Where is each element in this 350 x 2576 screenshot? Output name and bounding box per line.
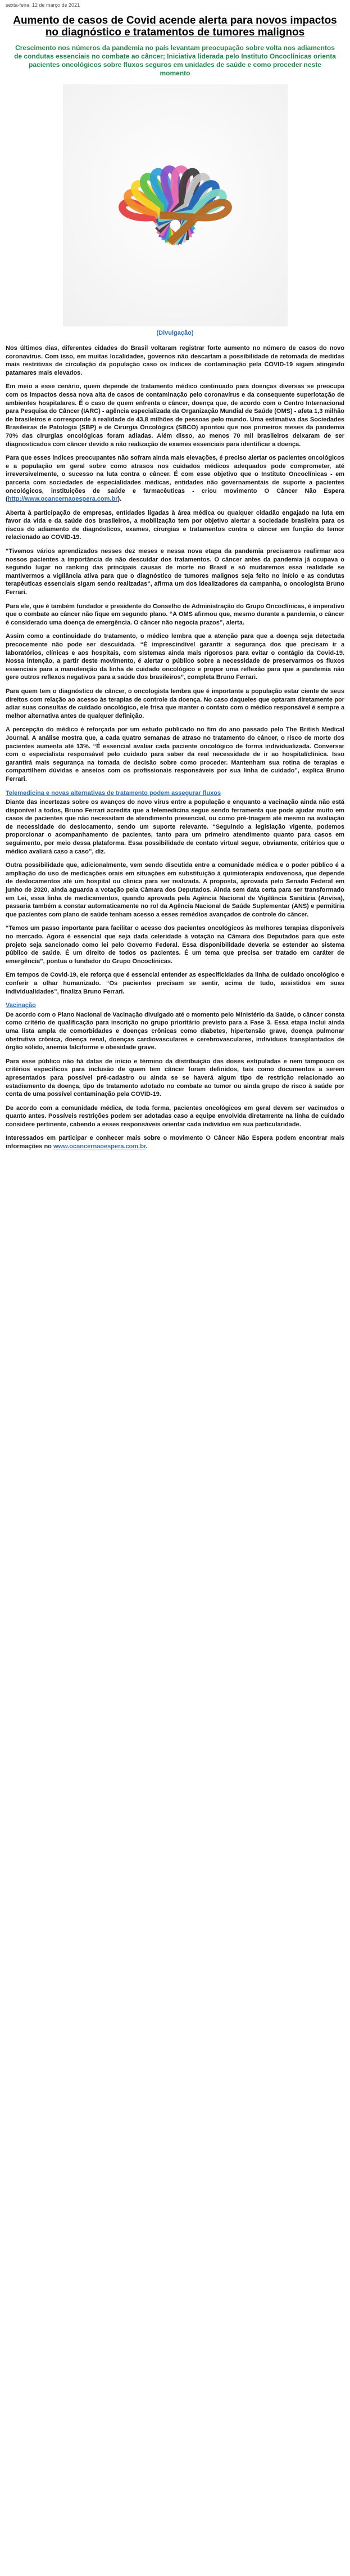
paragraph-quote-learnings: “Tivemos vários aprendizados nesses dez meses e nessa nova etapa da pandemia precisamos reafirmar aos nossos pacientes a importância de não descuidar dos tratamentos. O câncer antes da pandemia já ocupava o segundo lugar no ranking das principais causas de morte no Brasil e só mudaremos essa realidade se mantivermos a vigilância ativa para que o diagnóstico de tumores malignos seja feito no início e as condutas terapêuticas essenciais sigam sendo realizadas”, afirma um dos idealizadores da campanha, o oncologista Bruno Ferrari.: [6, 548, 344, 596]
section-title-vaccination: Vacinação: [6, 1002, 36, 1009]
paragraph-campaign: [6, 454, 344, 503]
paragraph-humanized-care: Em tempos de Covid-19, ele reforça que é essencial entender as especificidades da linha de cuidado oncológico e conferir a olhar humanizado. “Os pacientes precisam se sentir, acima de tudo, assistidos em suas individualidades”, finaliza Bruno Ferrari.: [6, 972, 344, 995]
paragraph-campaign-tail: ).: [117, 496, 122, 503]
article-page: [0, 0, 350, 1151]
paragraph-access-quote: “Temos um passo importante para facilitar o acesso dos pacientes oncológicos às melhores terapias disponíveis no mercado. Agora é essencial que seja dada celeridade à votação na Câmara dos Deputados para que este projeto seja sancionado como lei pelo Governo Federal. Essa disponibilidade deveria se estender ao sistema público de saúde. É um direito de todos os pacientes. É um tema que precisa ser tratado em caráter de emergência”, pontua o fundador do Grupo Oncoclínicas.: [6, 925, 344, 965]
awareness-ribbons-image: [63, 84, 288, 326]
photo-caption: (Divulgação): [156, 330, 194, 336]
section-title-telemedicine: Telemedicina e novas alternativas de tratamento podem assegurar fluxos: [6, 789, 221, 797]
campaign-link[interactable]: http://www.ocancernaoespera.com.br: [7, 496, 118, 503]
paragraph-patient-rights: Para quem tem o diagnóstico de câncer, o oncologista lembra que é importante a população estar ciente de seus direitos com relação ao acesso às terapias de controle da doença. No caso daqueles que optaram diretamente por adiar suas consultas de cuidado oncológico, ele frisa que manter o contato com o médico responsável é sempre a melhor alternativa antes de qualquer definição.: [6, 687, 344, 720]
paragraph-vaccination-dates: Para esse público não há datas de início e término da distribuição das doses estipuladas e nem tampouco os critérios específicos para inclusão de quem tem câncer foram definidos, tais como documentos a serem apresentados para possível pré-cadastro ou ainda se se haverá algum tipo de restrição relacionado ao estadiamento da doença, tipo de tratamento adotado no combate ao tumor ou ainda grupo de risco à saúde por conta de uma possível contaminação pela COVID-19.: [6, 1058, 344, 1098]
paragraph-vaccination-guidance: De acordo com a comunidade médica, de toda forma, pacientes oncológicos em geral devem ser vacinados o quanto antes. Possíveis restrições podem ser adotadas caso a equipe envolvida diretamente na linha de cuidado considere pertinente, cabendo a esses responsáveis orientar cada indivíduo em sua particularidade.: [6, 1104, 344, 1128]
paragraph-early-detection: Assim como a continuidade do tratamento, o médico lembra que a atenção para que a doença seja detectada precocemente não pode ser descuidada. “É imprescindível garantir a segurança dos que precisam ir a laboratórios, clínicas e aos hospitais, com sistemas ainda mais rigorosos para evitar o contágio da Covid-19. Nossa intenção, a partir deste movimento, é alertar o público sobre a necessidade de preservarmos os fluxos essenciais para a manutenção da linha de cuidado oncológico e propor uma reflexão para que a pandemia não gere outros reflexos negativos para a saúde dos brasileiros”, completa Bruno Ferrari.: [6, 633, 344, 681]
closing-text: Interessados em participar e conhecer mais sobre o movimento O Câncer Não Espera podem encontrar mais informações no: [6, 1135, 344, 1150]
article-date: sexta-feira, 12 de março de 2021: [6, 2, 80, 8]
paragraph-mobilization: Aberta à participação de empresas, entidades ligadas à área médica ou qualquer cidadão engajado na luta em favor da vida e da saúde dos brasileiros, a mobilização tem por objetivo alertar a sociedade brasileira para os riscos do adiamento de diagnósticos, exames, cirurgias e tratamentos contra o câncer em função do temor relacionado ao COVID-19.: [6, 509, 344, 541]
article-subtitle: Crescimento nos números da pandemia no país levantam preocupação sobre volta nos adiamentos de condutas essenciais no combate ao câncer; Iniciativa liderada pelo Instituto Oncoclínicas orienta pacientes oncológicos sobre fluxos seguros em unidades de saúde e como proceder neste momento: [14, 44, 336, 77]
paragraph-campaign-text: Para que esses índices preocupantes não sofram ainda mais elevações, é preciso alertar os pacientes oncológicos e a população em geral sobre como atrasos nos cuidados médicos adequados pode comprometer, até irreversivelmente, o sucesso na luta contra o câncer. É com esse objetivo que o Instituto Oncoclínicas - em parceria com sociedades de especialidades médicas, entidades não governamentais de suporte a pacientes oncológicos, instituições de saúde e farmacêuticas - criou movimento O Câncer Não Espera (: [6, 455, 344, 503]
article-photo: [63, 84, 288, 326]
paragraph-intro: Nos últimos dias, diferentes cidades do Brasil voltaram registrar forte aumento no número de casos do novo coronavírus. Com isso, em muitas localidades, governos não descartam a possibilidade de retomada de medidas mais restritivas de circulação da população caso os índices de contaminação pela COVID-19 sigam atingindo patamares mais elevados.: [6, 345, 344, 376]
closing-link[interactable]: www.ocancernaoespera.com.br: [53, 1143, 146, 1150]
paragraph-closing: [6, 1134, 344, 1150]
paragraph-founder: Para ele, que é também fundador e presidente do Conselho de Administração do Grupo Oncoclínicas, é imperativo que o combate ao câncer não fique em segundo plano. “A OMS afirmou que, mesmo durante a pandemia, o câncer é considerado uma doença de emergência. O câncer não negocia prazos”, alerta.: [6, 603, 344, 626]
paragraph-bmj-study: A percepção do médico é reforçada por um estudo publicado no fim do ano passado pelo The British Medical Journal. A análise mostra que, a cada quatro semanas de atraso no tratamento do câncer, o risco de morte dos pacientes aumenta até 13%. “É essencial avaliar cada paciente oncológico de forma individualizada. Conversar com o especialista responsável pelo cuidado para saber da real necessidade de ir ao hospital/clínica. Isso garantirá mais segurança na tomada de decisão sobre como proceder. Mantenham sua rotina de terapias e compartilhem dúvidas e anseios com os profissionais responsáveis por sua linha de cuidado”, explica Bruno Ferrari.: [6, 726, 344, 783]
paragraph-telemedicine: Diante das incertezas sobre os avanços do novo vírus entre a população e enquanto a vacinação ainda não está disponível a todos, Bruno Ferrari acredita que a telemedicina segue sendo ferramenta que pode ajudar muito em casos de pacientes que não necessitam de atendimento presencial, ou como pré-triagem até mesmo na avaliação de necessidade do deslocamento, sendo um suporte relevante. “Seguindo a legislação vigente, podemos proporcionar o acompanhamento de pacientes, tanto para um primeiro atendimento quanto para casos em seguimento, por meio dessa plataforma. Essa possibilidade de contato virtual segue, obviamente, critérios que o médico avaliará caso a caso”, diz.: [6, 799, 344, 855]
article-headline[interactable]: Aumento de casos de Covid acende alerta para novos impactos no diagnóstico e tratamentos de tumores malignos: [13, 15, 337, 38]
article-body: [6, 344, 344, 1151]
paragraph-vaccination-plan: De acordo com o Plano Nacional de Vacinação divulgado até o momento pelo Ministério da Saúde, o câncer consta como critério de qualificação para inscrição no grupo prioritário previsto para a Fase 3. Essa etapa inclui ainda uma lista ampla de comorbidades e doenças crônicas como diabetes, hipertensão grave, doença pulmonar obstrutiva crônica, doença renal, doenças cardiovasculares e cerebrovasculares, indivíduos transplantados de órgão sólido, anemia falciforme e obesidade grave.: [6, 1011, 344, 1051]
paragraph-oral-medication: Outra possibilidade que, adicionalmente, vem sendo discutida entre a comunidade médica e o poder público é a ampliação do uso de medicações orais em situações em substituição à quimioterapia endovenosa, que depende de deslocamentos até um hospital ou clínica para ser realizada. A proposta, aprovada pelo Senado Federal em junho de 2020, ainda aguarda a votação pela Câmara dos Deputados. Ainda sem data certa para ser transformado em Lei, essa linha de medicamentos, quando aprovada pela Agência Nacional de Vigilância Sanitária (Anvisa), passaria também a constar automaticamente no rol da Agência Nacional de Saúde Suplementar (ANS) e permitiria que pacientes com plano de saúde tenham acesso a esses remédios avançados de controle do câncer.: [6, 862, 344, 918]
paragraph-context: Em meio a esse cenário, quem depende de tratamento médico continuado para doenças diversas se preocupa com os impactos dessa nova alta de casos de contaminação pelo coronavírus e da consequente superlotação de ambientes hospitalares. É o caso de quem enfrenta o câncer, doença que, de acordo com o Centro Internacional para Pesquisa do Câncer (IARC) - agência especializada da Organização Mundial de Saúde (OMS) - afeta 1,3 milhão de brasileiros e corresponde à realidade de 43,8 milhões de pessoas pelo mundo. Uma estimativa das Sociedades Brasileiras de Patologia (SBP) e de Cirurgia Oncológica (SBCO) apontou que nos primeiros meses da pandemia 70% das cirurgias oncológicas foram adiadas. Além disso, ao menos 70 mil brasileiros deixaram de ser diagnosticados com câncer devido a não realização de exames essenciais para identificar a doença.: [6, 383, 344, 448]
closing-tail: .: [146, 1143, 148, 1150]
